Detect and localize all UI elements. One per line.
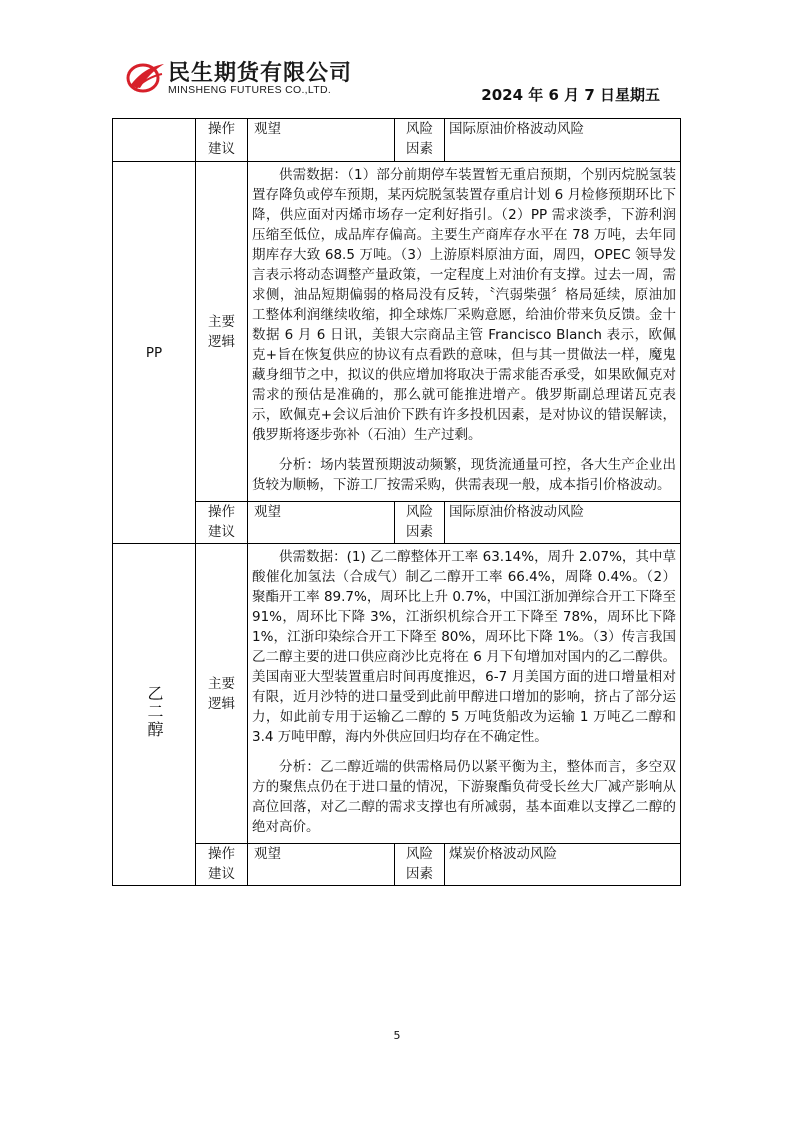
meg-operation-value: 观望 <box>248 844 395 886</box>
meg-analysis-text: 分析：乙二醇近端的供需格局仍以紧平衡为主，整体而言，多空双方的聚焦点仍在于进口量的情况，下游聚酯负荷受长丝大厂减产影响从高位回落，对乙二醇的需求支撑也有所减弱，基本面难以支撑乙二醇的绝对高价。 <box>252 759 676 835</box>
meg-logic-content <box>248 544 681 844</box>
pp-risk-value: 国际原油价格波动风险 <box>445 502 681 544</box>
minsheng-logo-icon <box>126 56 166 96</box>
meg-logic-label: 主要 逻辑 <box>196 544 248 844</box>
pp-risk-label: 风险 因素 <box>395 502 445 544</box>
pp-logic-row <box>113 162 681 502</box>
meg-supply-demand-text: 供需数据：(1) 乙二醇整体开工率 63.14%，周升 2.07%，其中草酸催化加氢法（合成气）制乙二醇开工率 66.4%，周降 0.4%。（2）聚酯开工率 89.7%，周环比上升 0.7%，中国江浙加弹综合开工下降至 91%，周环比下降 3%，江浙织机综合开工下降至 78%，周环比下降 1%，江浙印染综合开工下降至 80%，周环比下降 1%。（3）传言我国乙二醇主要的进口供应商沙比克将在 6 月下旬增加对国内的乙二醇供。美国南亚大型装置重启时间再度推迟，6-7 月美国方面的进口增量相对有限，近月沙特的进口量受到此前甲醇进口增加的影响，挤占了部分运力，如此前专用于运输乙二醇的 5 万吨货船改为运输 1 万吨乙二醇和 3.4 万吨甲醇，海内外供应回归均存在不确定性。 <box>252 549 676 745</box>
company-name-en: MINSHENG FUTURES CO.,LTD. <box>168 84 332 96</box>
pp-logic-label: 主要 逻辑 <box>196 162 248 502</box>
meg-operation-label: 操作 建议 <box>196 844 248 886</box>
risk-value: 国际原油价格波动风险 <box>445 119 681 162</box>
pp-logic-content <box>248 162 681 502</box>
meg-operation-row <box>113 844 681 886</box>
meg-risk-value: 煤炭价格波动风险 <box>445 844 681 886</box>
meg-category <box>113 544 196 886</box>
pp-supply-demand-text: 供需数据：（1）部分前期停车装置暂无重启预期，个别丙烷脱氢装置存降负或停车预期，某丙烷脱氢装置存重启计划 6 月检修预期环比下降，供应面对丙烯市场存一定利好指引。（2）PP 需求淡季，下游利润压缩至低位，成品库存偏高。主要生产商库存水平在 78 万吨，去年同期库存大致 68.5 万吨。（3）上游原料原油方面，周四，OPEC 领导发言表示将动态调整产量政策，一定程度上对油价有支撑。过去一周，需求侧，油品短期偏弱的格局没有反转，〝汽弱柴强〞格局延续，原油加工整体利润继续收缩，抑全球炼厂采购意愿，给油价带来负反馈。金十数据 6 月 6 日讯，美银大宗商品主管 Francisco Blanch 表示，欧佩克+旨在恢复供应的协议有点看跌的意味，但与其一贯做法一样，魔鬼藏身细节之中，拟议的供应增加将取决于需求能否承受，如果欧佩克对需求的预估是准确的，那么就可能推进增产。俄罗斯副总理诺瓦克表示，欧佩克+会议后油价下跌有许多投机因素，是对协议的错误解读，俄罗斯将逐步弥补（石油）生产过剩。 <box>252 167 676 443</box>
meg-logic-row <box>113 544 681 844</box>
pp-operation-label: 操作 建议 <box>196 502 248 544</box>
top-operation-row <box>113 119 681 162</box>
pp-analysis-text: 分析：场内装置预期波动频繁，现货流通量可控，各大生产企业出货较为顺畅，下游工厂按需采购，供需表现一般，成本指引价格波动。 <box>252 457 676 493</box>
empty-category-cell <box>113 119 196 162</box>
pp-category: PP <box>113 162 196 544</box>
company-name-cn: 民生期货有限公司 <box>168 61 353 86</box>
pp-operation-value: 观望 <box>248 502 395 544</box>
operation-value: 观望 <box>248 119 395 162</box>
page-number: 5 <box>393 1029 401 1042</box>
meg-risk-label: 风险 因素 <box>395 844 445 886</box>
analysis-table <box>112 118 681 886</box>
page-header <box>0 0 794 110</box>
operation-label: 操作 建议 <box>196 119 248 162</box>
meg-category-text: 乙二醇 <box>145 684 164 739</box>
risk-label: 风险 因素 <box>395 119 445 162</box>
company-logo <box>126 56 366 100</box>
report-date: 2024 年 6 月 7 日星期五 <box>481 86 660 104</box>
pp-operation-row <box>113 502 681 544</box>
